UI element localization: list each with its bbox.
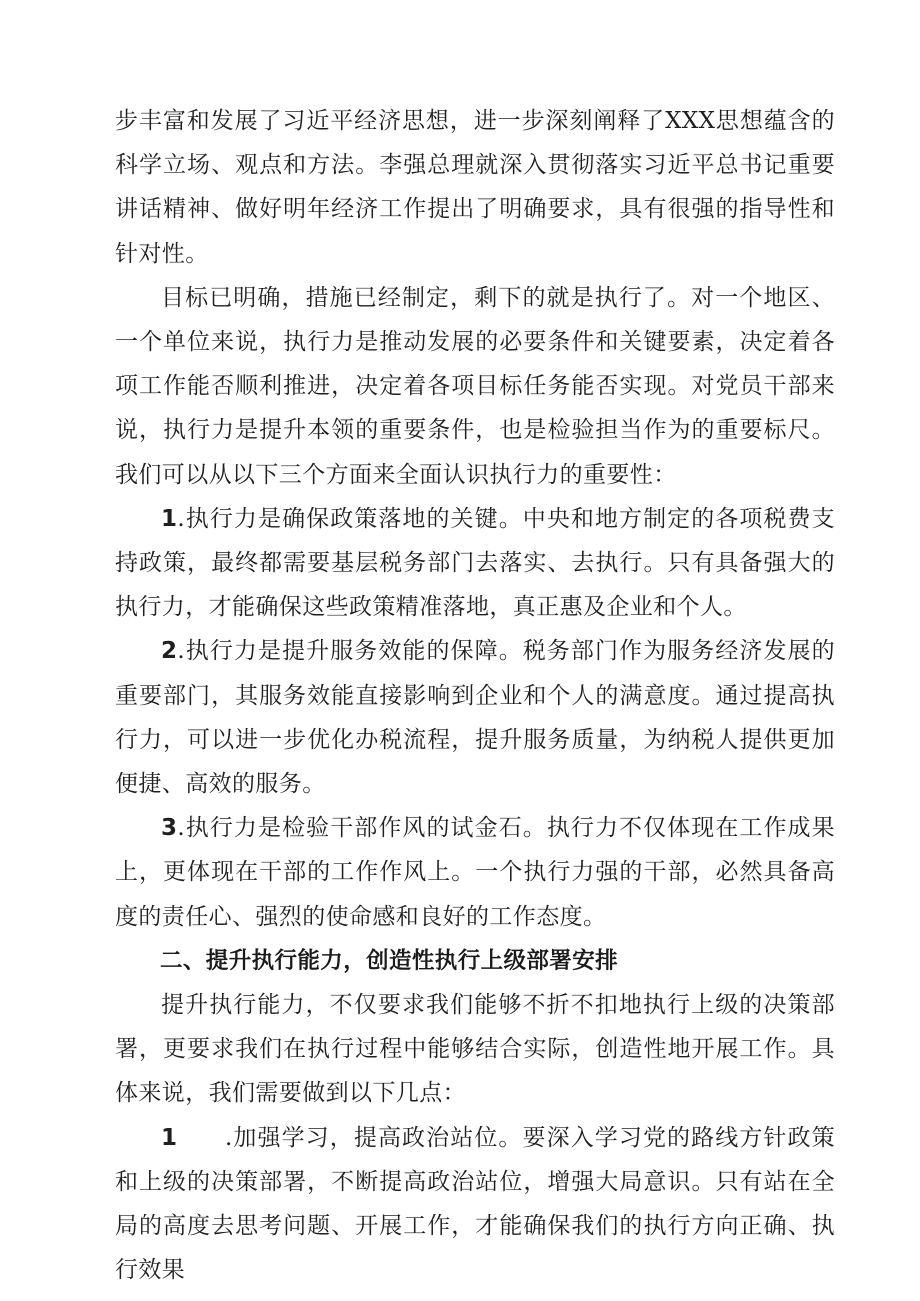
intro-paragraph: 步丰富和发展了习近平经济思想，进一步深刻阐释了XXX思想蕴含的科学立场、观点和方法。李强总理就深入贯彻落实习近平总书记重要讲话精神、做好明年经济工作提出了明确要求，具有很强的指导性和针对性。	[115, 108, 835, 267]
section-intro-paragraph: 提升执行能力，不仅要求我们能够不折不扣地执行上级的决策部署，更要求我们在执行过程中能够结合实际，创造性地开展工作。具体来说，我们需要做到以下几点：	[115, 992, 835, 1107]
point-1-text: .执行力是确保政策落地的关键。中央和地方制定的各项税费支持政策，最终都需要基层税务部门去落实、去执行。只有具备强大的执行力，才能确保这些政策精准落地，真正惠及企业和个人。	[115, 505, 835, 621]
point-2-paragraph	[115, 629, 835, 806]
point-3-text: .执行力是检验干部作风的试金石。执行力不仅体现在工作成果上，更体现在干部的工作作风上。一个执行力强的干部，必然具备高度的责任心、强烈的使命感和良好的工作态度。	[115, 815, 835, 930]
point-1-number: 1	[161, 505, 178, 532]
point-2-text: .执行力是提升服务效能的保障。税务部门作为服务经济发展的重要部门，其服务效能直接影响到企业和个人的满意度。通过提高执行力，可以进一步优化办税流程，提升服务质量，为纳税人提供更加便捷、高效的服务。	[115, 638, 835, 798]
sub-point-1-paragraph	[115, 1116, 835, 1293]
point-1-paragraph	[115, 497, 835, 630]
sub-point-1-number: 1	[161, 1124, 178, 1151]
sub-point-1-text: .加强学习，提高政治站位。要深入学习党的路线方针政策和上级的决策部署，不断提高政治站位，增强大局意识。只有站在全局的高度去思考问题、开展工作，才能确保我们的执行方向正确、执行效果	[115, 1124, 835, 1284]
paragraph-execution-importance: 目标已明确，措施已经制定，剩下的就是执行了。对一个地区、一个单位来说，执行力是推动发展的必要条件和关键要素，决定着各项工作能否顺利推进，决定着各项目标任务能否实现。对党员干部来说，执行力是提升本领的重要条件，也是检验担当作为的重要标尺。我们可以从以下三个方面来全面认识执行力的重要性：	[115, 284, 835, 488]
document-body	[115, 99, 835, 1292]
section-heading: 二、提升执行能力，创造性执行上级部署安排	[160, 947, 619, 974]
point-3-number: 3	[161, 815, 178, 842]
point-3-paragraph	[115, 806, 835, 939]
point-2-number: 2	[161, 638, 178, 665]
